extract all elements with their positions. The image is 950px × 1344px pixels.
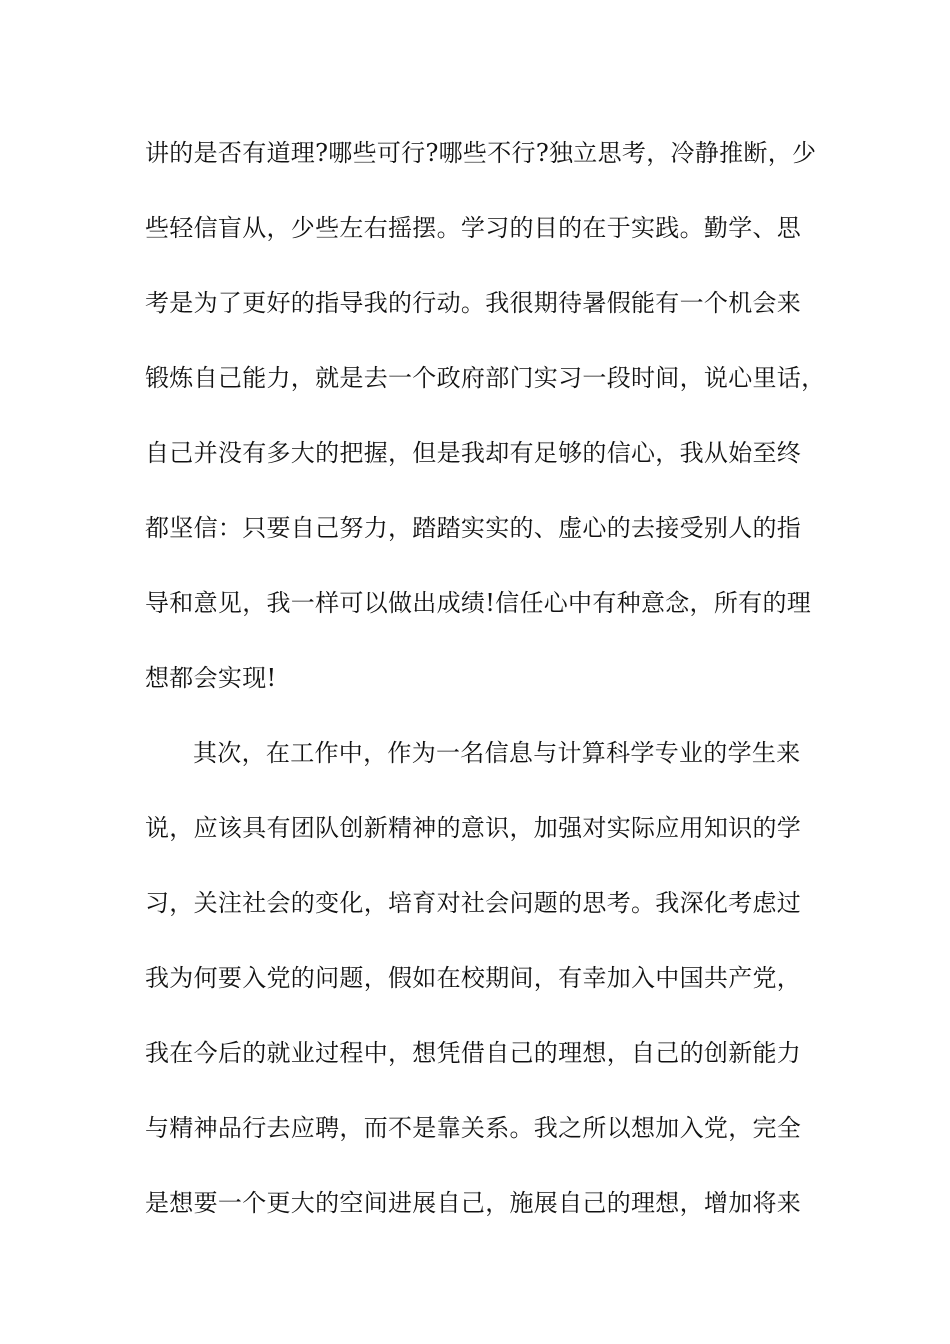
text-line: 些轻信盲从，少些左右摇摆。学习的目的在于实践。勤学、思 [145,214,802,242]
text-line: 想都会实现! [145,664,277,692]
paragraph-start-line: 其次，在工作中，作为一名信息与计算科学专业的学生来 [193,739,801,767]
text-line: 讲的是否有道理?哪些可行?哪些不行?独立思考，冷静推断，少 [145,139,817,167]
text-line: 是想要一个更大的空间进展自己，施展自己的理想，增加将来 [145,1189,802,1217]
text-line: 考是为了更好的指导我的行动。我很期待暑假能有一个机会来 [145,289,802,317]
text-line: 自己并没有多大的把握，但是我却有足够的信心，我从始至终 [145,439,802,467]
text-line: 都坚信：只要自己努力，踏踏实实的、虚心的去接受别人的指 [145,514,802,542]
text-line: 我为何要入党的问题，假如在校期间，有幸加入中国共产党， [145,964,802,992]
text-line: 导和意见，我一样可以做出成绩!信任心中有种意念，所有的理 [145,589,812,617]
text-line: 锻炼自己能力，就是去一个政府部门实习一段时间，说心里话， [145,364,826,392]
body-text [145,131,835,1256]
text-line: 说，应该具有团队创新精神的意识，加强对实际应用知识的学 [145,814,802,842]
text-line: 习，关注社会的变化，培育对社会问题的思考。我深化考虑过 [145,889,802,917]
text-line: 我在今后的就业过程中，想凭借自己的理想，自己的创新能力 [145,1039,802,1067]
text-line: 与精神品行去应聘，而不是靠关系。我之所以想加入党，完全 [145,1114,802,1142]
